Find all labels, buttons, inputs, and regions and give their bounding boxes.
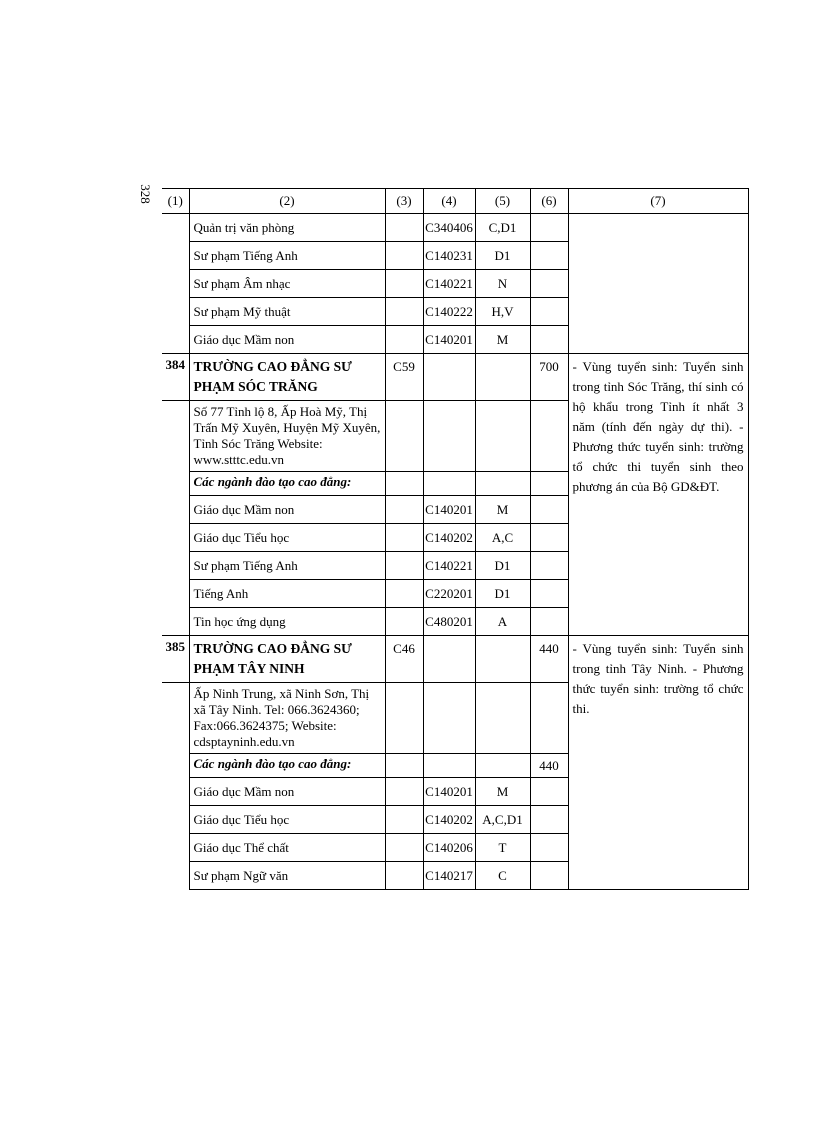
empty-cell [162, 524, 189, 552]
empty-cell [385, 401, 423, 472]
empty-cell [162, 552, 189, 580]
empty-cell [530, 580, 568, 608]
exam-subjects: D1 [475, 580, 530, 608]
school-note: - Vùng tuyển sinh: Tuyển sinh trong tỉnh Tây Ninh. - Phương thức tuyển sinh: trường tổ chức thi. [568, 636, 748, 890]
exam-subjects: T [475, 834, 530, 862]
empty-cell [162, 401, 189, 472]
exam-subjects: M [475, 778, 530, 806]
program-code: C140201 [423, 778, 475, 806]
exam-subjects: C,D1 [475, 214, 530, 242]
empty-cell [530, 214, 568, 242]
program-name: Sư phạm Ngữ văn [189, 862, 385, 890]
empty-cell [423, 472, 475, 496]
empty-cell [162, 834, 189, 862]
empty-cell [385, 683, 423, 754]
school-code: C59 [385, 354, 423, 401]
empty-cell [475, 754, 530, 778]
exam-subjects: H,V [475, 298, 530, 326]
empty-cell [423, 401, 475, 472]
empty-cell [385, 214, 423, 242]
table-row [162, 214, 748, 242]
empty-cell [530, 326, 568, 354]
school-quota: 700 [530, 354, 568, 401]
empty-cell [530, 552, 568, 580]
admissions-table-wrapper [162, 188, 749, 890]
program-code: C140231 [423, 242, 475, 270]
program-name: Giáo dục Mầm non [189, 496, 385, 524]
empty-cell [385, 754, 423, 778]
admissions-table [162, 188, 749, 890]
exam-subjects: A,C,D1 [475, 806, 530, 834]
empty-cell [162, 580, 189, 608]
section-subtitle: Các ngành đào tạo cao đẳng: [189, 754, 385, 778]
program-name: Sư phạm Âm nhạc [189, 270, 385, 298]
empty-cell [162, 862, 189, 890]
empty-cell [530, 683, 568, 754]
school-address: Số 77 Tỉnh lộ 8, Ấp Hoà Mỹ, Thị Trấn Mỹ Xuyên, Huyện Mỹ Xuyên, Tỉnh Sóc Trăng Website: www.stttc.edu.vn [189, 401, 385, 472]
empty-cell [475, 472, 530, 496]
empty-cell [385, 298, 423, 326]
header-cell: (1) [162, 189, 189, 214]
empty-cell [530, 472, 568, 496]
header-cell: (2) [189, 189, 385, 214]
empty-cell [475, 683, 530, 754]
section-quota: 440 [530, 754, 568, 778]
empty-cell [385, 806, 423, 834]
empty-cell [385, 580, 423, 608]
empty-cell [162, 472, 189, 496]
empty-cell [385, 242, 423, 270]
empty-cell [530, 242, 568, 270]
empty-cell [162, 496, 189, 524]
program-code: C480201 [423, 608, 475, 636]
empty-cell [530, 524, 568, 552]
empty-cell [162, 754, 189, 778]
empty-cell [385, 472, 423, 496]
header-row [162, 189, 748, 214]
exam-subjects: C [475, 862, 530, 890]
school-quota: 440 [530, 636, 568, 683]
school-number: 385 [162, 636, 189, 683]
empty-cell [162, 326, 189, 354]
exam-subjects: D1 [475, 242, 530, 270]
school-row [162, 354, 748, 401]
empty-cell [385, 326, 423, 354]
school-row [162, 636, 748, 683]
note-cell [568, 214, 748, 354]
program-name: Tin học ứng dụng [189, 608, 385, 636]
header-cell: (3) [385, 189, 423, 214]
exam-subjects: A,C [475, 524, 530, 552]
empty-cell [162, 298, 189, 326]
empty-cell [423, 683, 475, 754]
header-cell: (5) [475, 189, 530, 214]
program-code: C140222 [423, 298, 475, 326]
program-name: Sư phạm Tiếng Anh [189, 552, 385, 580]
empty-cell [423, 754, 475, 778]
school-number: 384 [162, 354, 189, 401]
empty-cell [530, 270, 568, 298]
program-code: C140206 [423, 834, 475, 862]
program-name: Giáo dục Mầm non [189, 778, 385, 806]
program-name: Sư phạm Mỹ thuật [189, 298, 385, 326]
school-name: TRƯỜNG CAO ĐẲNG SƯ PHẠM SÓC TRĂNG [189, 354, 385, 401]
empty-cell [162, 778, 189, 806]
exam-subjects: N [475, 270, 530, 298]
empty-cell [162, 214, 189, 242]
program-name: Giáo dục Tiểu học [189, 524, 385, 552]
empty-cell [423, 354, 475, 401]
program-name: Quản trị văn phòng [189, 214, 385, 242]
empty-cell [385, 834, 423, 862]
program-name: Giáo dục Tiểu học [189, 806, 385, 834]
empty-cell [385, 552, 423, 580]
empty-cell [162, 270, 189, 298]
empty-cell [530, 496, 568, 524]
program-code: C140201 [423, 326, 475, 354]
school-note: - Vùng tuyển sinh: Tuyển sinh trong tỉnh Sóc Trăng, thí sinh có hộ khẩu trong Tỉnh ít nhất 3 năm (tính đến ngày dự thi). - Phương thức tuyển sinh: trường tổ chức thi tuyển sinh theo phương án của Bộ GD&ĐT. [568, 354, 748, 636]
program-code: C140202 [423, 524, 475, 552]
empty-cell [385, 608, 423, 636]
empty-cell [162, 683, 189, 754]
program-name: Sư phạm Tiếng Anh [189, 242, 385, 270]
header-cell: (6) [530, 189, 568, 214]
empty-cell [385, 270, 423, 298]
exam-subjects: A [475, 608, 530, 636]
empty-cell [385, 496, 423, 524]
exam-subjects: M [475, 326, 530, 354]
section-subtitle: Các ngành đào tạo cao đẳng: [189, 472, 385, 496]
empty-cell [530, 834, 568, 862]
program-code: C140217 [423, 862, 475, 890]
header-cell: (4) [423, 189, 475, 214]
empty-cell [162, 806, 189, 834]
exam-subjects: M [475, 496, 530, 524]
empty-cell [475, 401, 530, 472]
header-cell: (7) [568, 189, 748, 214]
empty-cell [530, 862, 568, 890]
empty-cell [423, 636, 475, 683]
school-address: Ấp Ninh Trung, xã Ninh Sơn, Thị xã Tây Ninh. Tel: 066.3624360; Fax:066.3624375; Website: cdsptayninh.edu.vn [189, 683, 385, 754]
program-code: C140201 [423, 496, 475, 524]
page-number: 328 [138, 184, 153, 204]
empty-cell [385, 778, 423, 806]
program-name: Giáo dục Thể chất [189, 834, 385, 862]
program-name: Tiếng Anh [189, 580, 385, 608]
empty-cell [475, 636, 530, 683]
exam-subjects: D1 [475, 552, 530, 580]
empty-cell [162, 608, 189, 636]
empty-cell [530, 401, 568, 472]
program-code: C140221 [423, 270, 475, 298]
program-name: Giáo dục Mầm non [189, 326, 385, 354]
empty-cell [530, 778, 568, 806]
empty-cell [385, 524, 423, 552]
empty-cell [530, 806, 568, 834]
empty-cell [385, 862, 423, 890]
empty-cell [530, 298, 568, 326]
empty-cell [475, 354, 530, 401]
program-code: C220201 [423, 580, 475, 608]
school-code: C46 [385, 636, 423, 683]
empty-cell [162, 242, 189, 270]
program-code: C140202 [423, 806, 475, 834]
empty-cell [530, 608, 568, 636]
school-name: TRƯỜNG CAO ĐẲNG SƯ PHẠM TÂY NINH [189, 636, 385, 683]
program-code: C340406 [423, 214, 475, 242]
program-code: C140221 [423, 552, 475, 580]
